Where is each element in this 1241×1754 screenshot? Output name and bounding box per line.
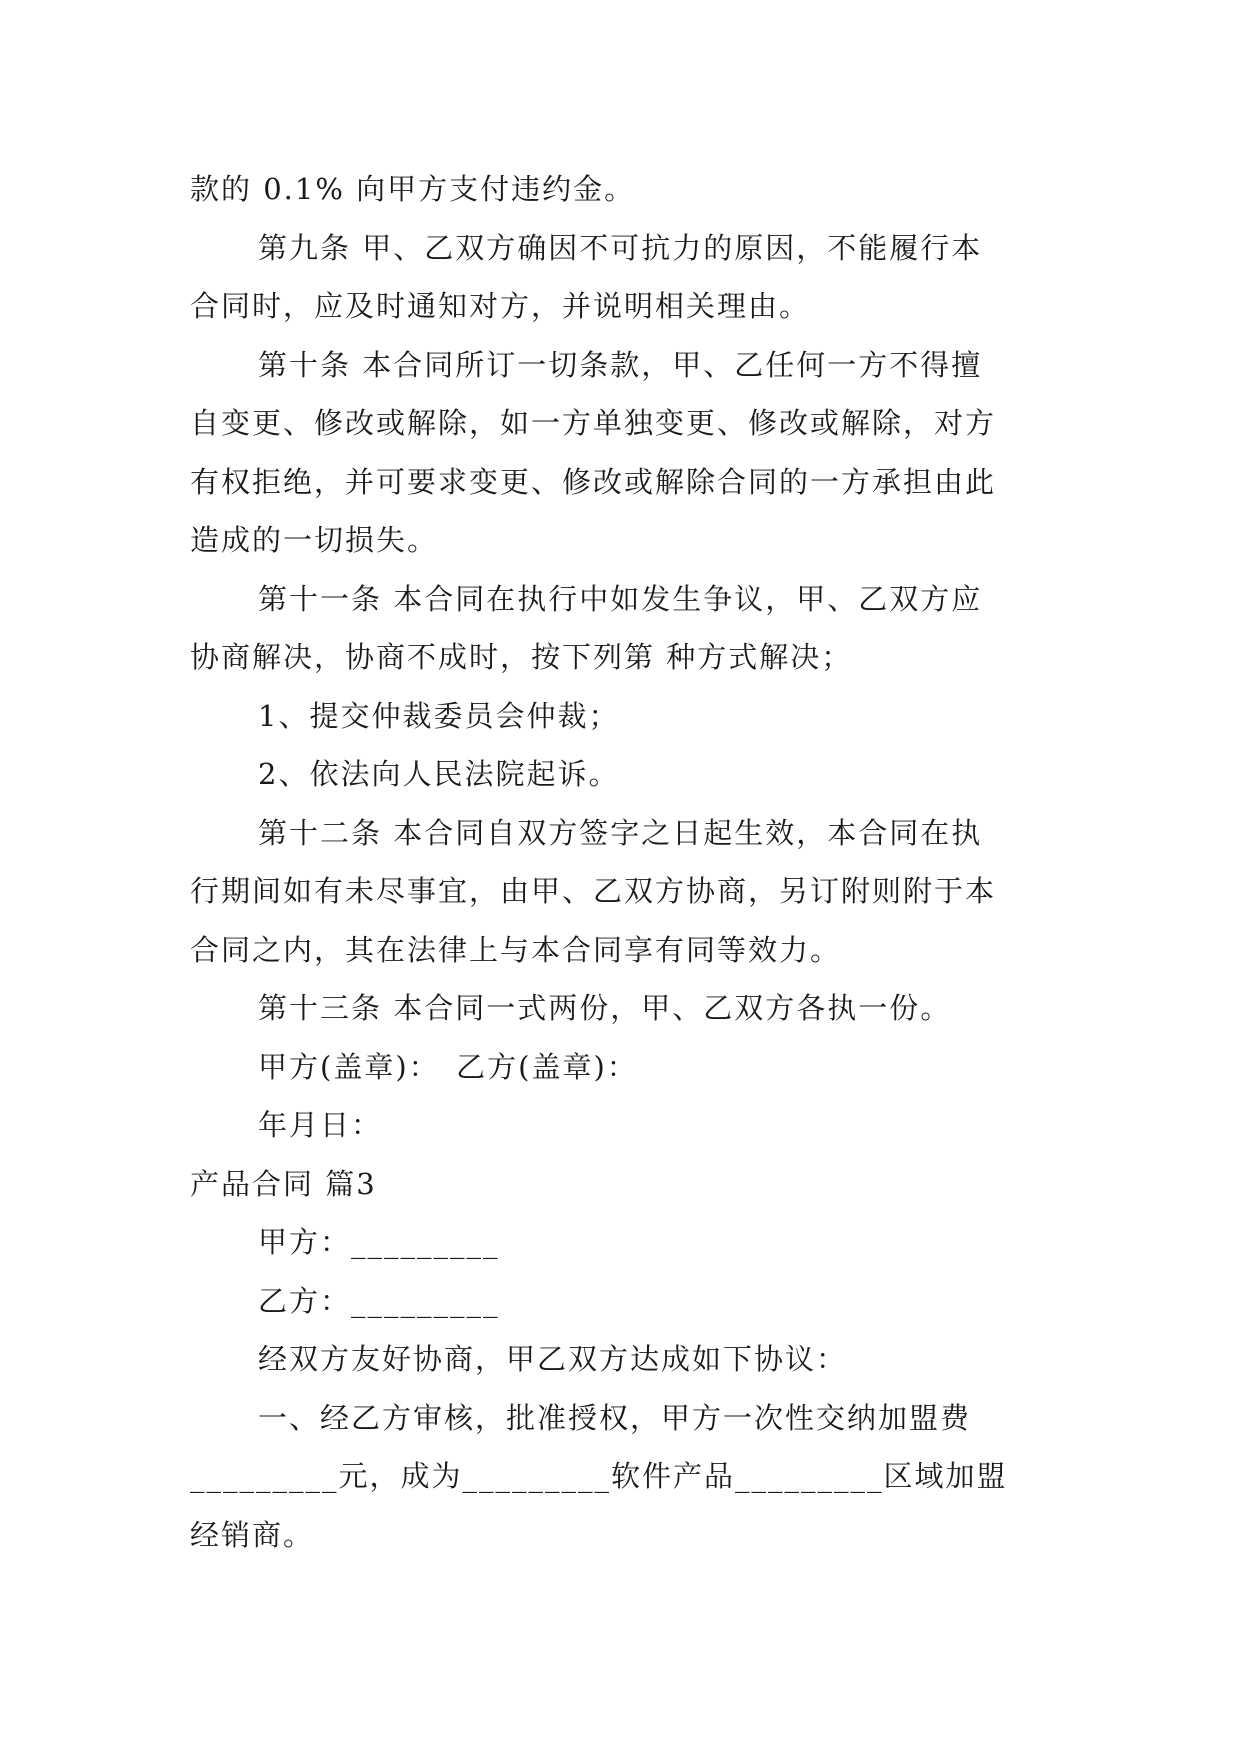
text-line: 有权拒绝，并可要求变更、修改或解除合同的一方承担由此 bbox=[190, 464, 997, 499]
text-line: 造成的一切损失。 bbox=[190, 523, 439, 557]
text-line: _________元，成为_________软件产品_________区域加盟 bbox=[190, 1459, 1008, 1493]
text-line: 经双方友好协商，甲乙双方达成如下协议： bbox=[258, 1342, 848, 1376]
text-line: 合同时，应及时通知对方，并说明相关理由。 bbox=[190, 289, 811, 323]
text-line: 第十三条 本合同一式两份，甲、乙双方各执一份。 bbox=[258, 991, 952, 1025]
text-line: 第十一条 本合同在执行中如发生争议，甲、乙双方应 bbox=[258, 581, 983, 616]
text-line: 第九条 甲、乙双方确因不可抗力的原因，不能履行本 bbox=[258, 230, 983, 265]
signature-line: 甲方(盖章)： 乙方(盖章)： bbox=[258, 1049, 638, 1084]
section-heading: 产品合同 篇3 bbox=[190, 1166, 377, 1201]
text-line: 行期间如有未尽事宜，由甲、乙双方协商，另订附则附于本 bbox=[190, 874, 997, 908]
text-line: 1、提交仲裁委员会仲裁； bbox=[258, 698, 620, 733]
text-line: 2、依法向人民法院起诉。 bbox=[258, 757, 620, 791]
text-line: 自变更、修改或解除，如一方单独变更、修改或解除，对方 bbox=[190, 406, 997, 440]
party-b-line: 乙方：_________ bbox=[258, 1283, 500, 1318]
text-line: 款的 0.1% 向甲方支付违约金。 bbox=[190, 172, 636, 206]
party-a-line: 甲方：_________ bbox=[258, 1225, 500, 1259]
text-line: 经销商。 bbox=[190, 1517, 315, 1552]
text-line: 协商解决，协商不成时，按下列第 种方式解决； bbox=[190, 640, 853, 674]
date-line: 年月日： bbox=[258, 1108, 383, 1142]
text-line: 一、经乙方审核，批准授权，甲方一次性交纳加盟费 bbox=[258, 1400, 972, 1435]
text-line: 合同之内，其在法律上与本合同享有同等效力。 bbox=[190, 932, 842, 967]
document-body bbox=[190, 160, 1070, 1564]
text-line: 第十二条 本合同自双方签字之日起生效，本合同在执 bbox=[258, 815, 983, 850]
text-line: 第十条 本合同所订一切条款，甲、乙任何一方不得擅 bbox=[258, 347, 983, 382]
